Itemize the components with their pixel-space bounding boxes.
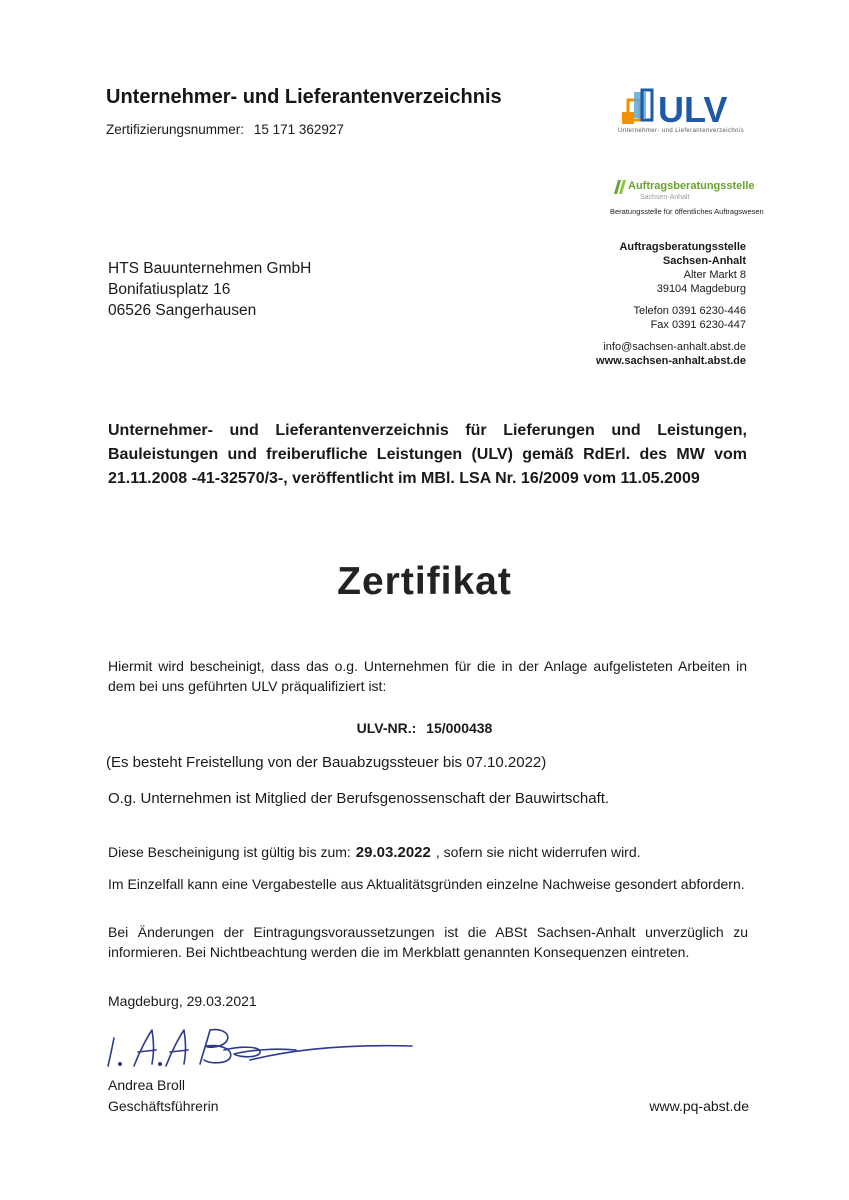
advisory-logo-mark [612,180,628,194]
sender-website: www.sachsen-anhalt.abst.de [596,355,746,367]
advisory-logo-name: Auftragsberatungsstelle [628,180,755,192]
validity-date: 29.03.2022 [355,844,431,861]
sender-city: 39104 Magdeburg [656,283,746,295]
certification-number-label: Zertifizierungsnummer: [106,122,245,137]
validity-line [108,844,641,861]
place-and-date: Magdeburg, 29.03.2021 [108,993,257,1009]
footer-website: www.pq-abst.de [649,1098,749,1114]
certificate-title: Zertifikat [337,560,512,603]
tax-exemption-note: (Es besteht Freistellung von der Bauabzugssteuer bis 07.10.2022) [106,754,547,771]
sender-name-line2: Sachsen-Anhalt [662,255,746,267]
certification-number: 15 171 362927 [253,122,344,137]
ulv-logo-subtitle: Unternehmer- und Lieferantenverzeichnis [618,128,744,134]
signer-name: Andrea Broll [108,1077,186,1093]
signer-role: Geschäftsführerin [108,1098,219,1114]
advisory-logo-tagline: Beratungsstelle für öffentliches Auftragswesen [610,207,764,216]
changes-notice: Bei Änderungen der Eintragungsvoraussetzungen ist die ABSt Sachsen-Anhalt unverzüglich zu informieren. Bei Nichtbeachtung werden die im Merkblatt genannten Konsequenzen eintreten. [108,924,748,960]
recipient-city: 06526 Sangerhausen [108,302,257,319]
recipient-street: Bonifatiusplatz 16 [108,281,231,298]
certification-statement: Hiermit wird bescheinigt, dass das o.g. Unternehmen für die in der Anlage aufgelisteten Arbeiten in dem bei uns geführten ULV präqualifiziert ist: [108,658,747,694]
sender-phone: Telefon 0391 6230-446 [633,305,746,317]
ulv-number-line [0,720,849,736]
ulv-logo-square-lightblue [634,92,646,118]
ulv-number: 15/000438 [426,720,493,736]
sender-name-line1: Auftragsberatungsstelle [619,241,746,253]
sender-fax: Fax 0391 6230-447 [650,319,746,331]
recipient-company: HTS Bauunternehmen GmbH [108,260,312,277]
ulv-logo-text: ULV [658,89,728,130]
recipient-address-block [108,258,311,321]
validity-suffix: , sofern sie nicht widerrufen wird. [435,844,641,860]
sender-email: info@sachsen-anhalt.abst.de [603,341,746,353]
individual-case-note: Im Einzelfall kann eine Vergabestelle aus Aktualitätsgründen einzelne Nachweise gesondert abfordern. [108,876,745,892]
membership-note: O.g. Unternehmen ist Mitglied der Berufsgenossenschaft der Bauwirtschaft. [108,790,610,807]
advisory-logo-region: Sachsen-Anhalt [640,194,690,201]
handwritten-signature [100,1020,420,1076]
sender-address-block [596,240,746,368]
ulv-number-label: ULV-NR.: [356,720,417,736]
document-header-title: Unternehmer- und Lieferantenverzeichnis [106,86,502,108]
regulation-heading: Unternehmer- und Lieferantenverzeichnis für Lieferungen und Leistungen, Bauleistungen und freiberufliche Leistungen (ULV) gemäß RdErl. des MW vom 21.11.2008 -41-32570/3-, veröffentlicht im MBl. LSA Nr. 16/2009 vom 11.05.2009 [108,422,747,487]
sender-street: Alter Markt 8 [683,269,746,281]
ulv-logo-frame-blue [642,90,652,120]
certification-number-line [106,122,344,137]
validity-prefix: Diese Bescheinigung ist gültig bis zum: [108,844,351,860]
